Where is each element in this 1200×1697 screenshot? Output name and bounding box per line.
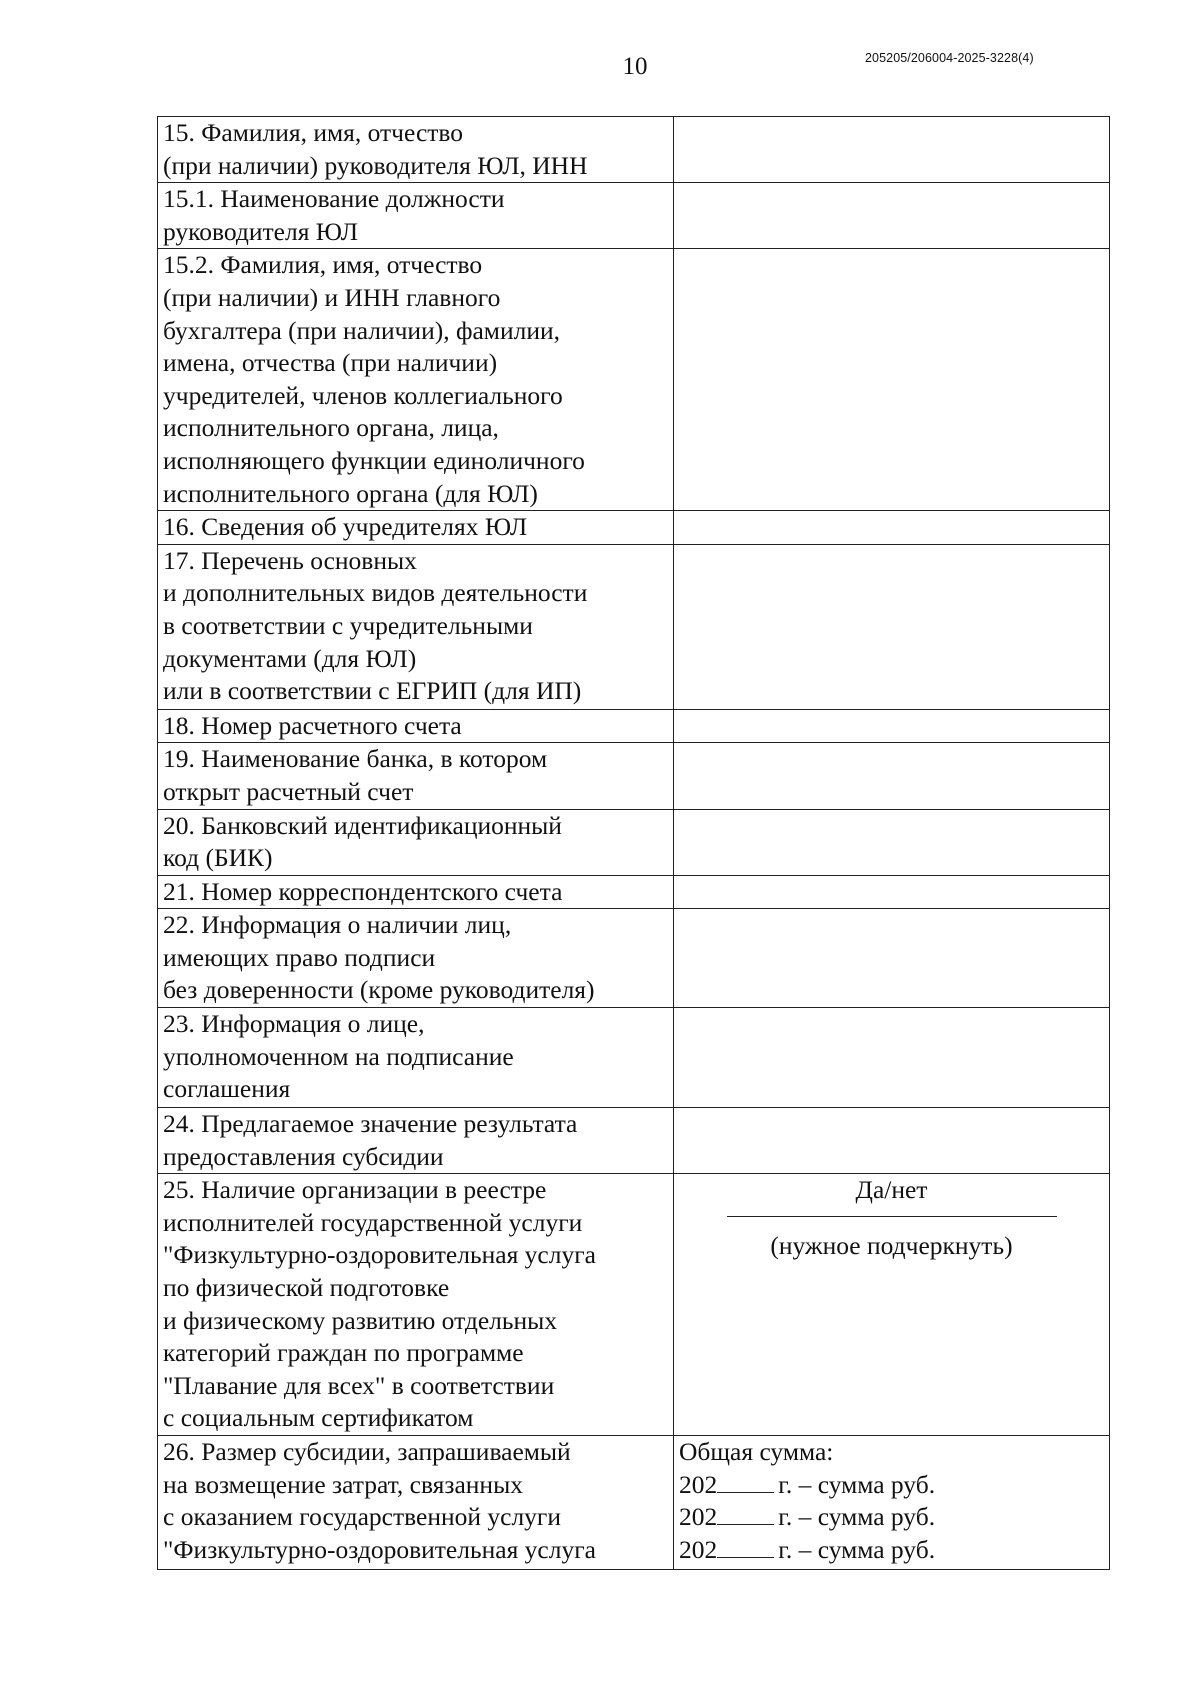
row-label-26: 26. Размер субсидии, запрашиваемый на возмещение затрат, связанных с оказанием государственной услуги "Физкультурно-оздоровительная услуга: [158, 1436, 674, 1570]
table-row: [158, 544, 1110, 709]
row-value-22[interactable]: [674, 909, 1110, 1008]
table-row: [158, 1436, 1110, 1570]
row-value-16[interactable]: [674, 511, 1110, 545]
year-sum-line-3: [679, 1534, 1104, 1567]
year-blank-field[interactable]: [717, 1537, 774, 1558]
table-row: [158, 183, 1110, 249]
row-label-20: 20. Банковский идентификационный код (БИК): [158, 809, 674, 875]
table-row: [158, 117, 1110, 183]
row-label-23: 23. Информация о лице, уполномоченном на подписание соглашения: [158, 1008, 674, 1108]
year-prefix: 202: [679, 1502, 718, 1532]
table-row: [158, 1008, 1110, 1108]
row-label-15: 15. Фамилия, имя, отчество (при наличии) руководителя ЮЛ, ИНН: [158, 117, 674, 183]
year-blank-field[interactable]: [717, 1504, 774, 1525]
row-label-17: 17. Перечень основных и дополнительных видов деятельности в соответствии с учредительными документами (для ЮЛ) или в соответствии с ЕГРИП (для ИП): [158, 544, 674, 709]
year-suffix: г. – сумма руб.: [778, 1469, 936, 1499]
table-row: [158, 809, 1110, 875]
table-row: [158, 1174, 1110, 1436]
row-value-15[interactable]: [674, 117, 1110, 183]
year-suffix: г. – сумма руб.: [778, 1502, 936, 1532]
row-label-19: 19. Наименование банка, в котором открыт расчетный счет: [158, 743, 674, 809]
row-value-17[interactable]: [674, 544, 1110, 709]
row-label-15-2: 15.2. Фамилия, имя, отчество (при наличии) и ИНН главного бухгалтера (при наличии), фамилии, имена, отчества (при наличии) учредителей, членов коллегиального исполнительного органа, лица, исполняющего функции единоличного исполнительного органа (для ЮЛ): [158, 249, 674, 511]
row-label-16: 16. Сведения об учредителях ЮЛ: [158, 511, 674, 545]
row-value-26: [674, 1436, 1110, 1570]
choice-hint: (нужное подчеркнуть): [770, 1230, 1013, 1260]
table-row: [158, 875, 1110, 909]
year-prefix: 202: [679, 1469, 718, 1499]
total-sum-label: Общая сумма:: [679, 1437, 834, 1467]
row-value-15-2[interactable]: [674, 249, 1110, 511]
page-number: 10: [622, 53, 648, 80]
application-form-table: [157, 116, 1110, 1570]
row-label-15-1: 15.1. Наименование должности руководителя ЮЛ: [158, 183, 674, 249]
row-value-20[interactable]: [674, 809, 1110, 875]
year-blank-field[interactable]: [717, 1472, 774, 1493]
choice-underline: [727, 1216, 1057, 1217]
year-prefix: 202: [679, 1535, 718, 1565]
row-label-18: 18. Номер расчетного счета: [158, 709, 674, 743]
table-row: [158, 511, 1110, 545]
year-sum-line-1: [679, 1469, 1104, 1502]
table-row: [158, 1108, 1110, 1174]
row-value-24[interactable]: [674, 1108, 1110, 1174]
row-label-21: 21. Номер корреспондентского счета: [158, 875, 674, 909]
row-label-24: 24. Предлагаемое значение результата предоставления субсидии: [158, 1108, 674, 1174]
year-suffix: г. – сумма руб.: [778, 1535, 936, 1565]
row-value-18[interactable]: [674, 709, 1110, 743]
row-value-25: [674, 1174, 1110, 1436]
table-row: [158, 743, 1110, 809]
row-value-21[interactable]: [674, 875, 1110, 909]
row-value-15-1[interactable]: [674, 183, 1110, 249]
table-row: [158, 709, 1110, 743]
row-label-22: 22. Информация о наличии лиц, имеющих право подписи без доверенности (кроме руководителя): [158, 909, 674, 1008]
year-sum-line-2: [679, 1501, 1104, 1534]
document-id: 205205/206004-2025-3228(4): [865, 51, 1034, 65]
row-value-23[interactable]: [674, 1008, 1110, 1108]
row-value-19[interactable]: [674, 743, 1110, 809]
table-row: [158, 249, 1110, 511]
yes-no-choice[interactable]: Да/нет: [855, 1175, 928, 1205]
table-row: [158, 909, 1110, 1008]
row-label-25: 25. Наличие организации в реестре исполнителей государственной услуги "Физкультурно-оздоровительная услуга по физической подготовке и физическому развитию отдельных категорий граждан по программе "Плавание для всех" в соответствии с социальным сертификатом: [158, 1174, 674, 1436]
